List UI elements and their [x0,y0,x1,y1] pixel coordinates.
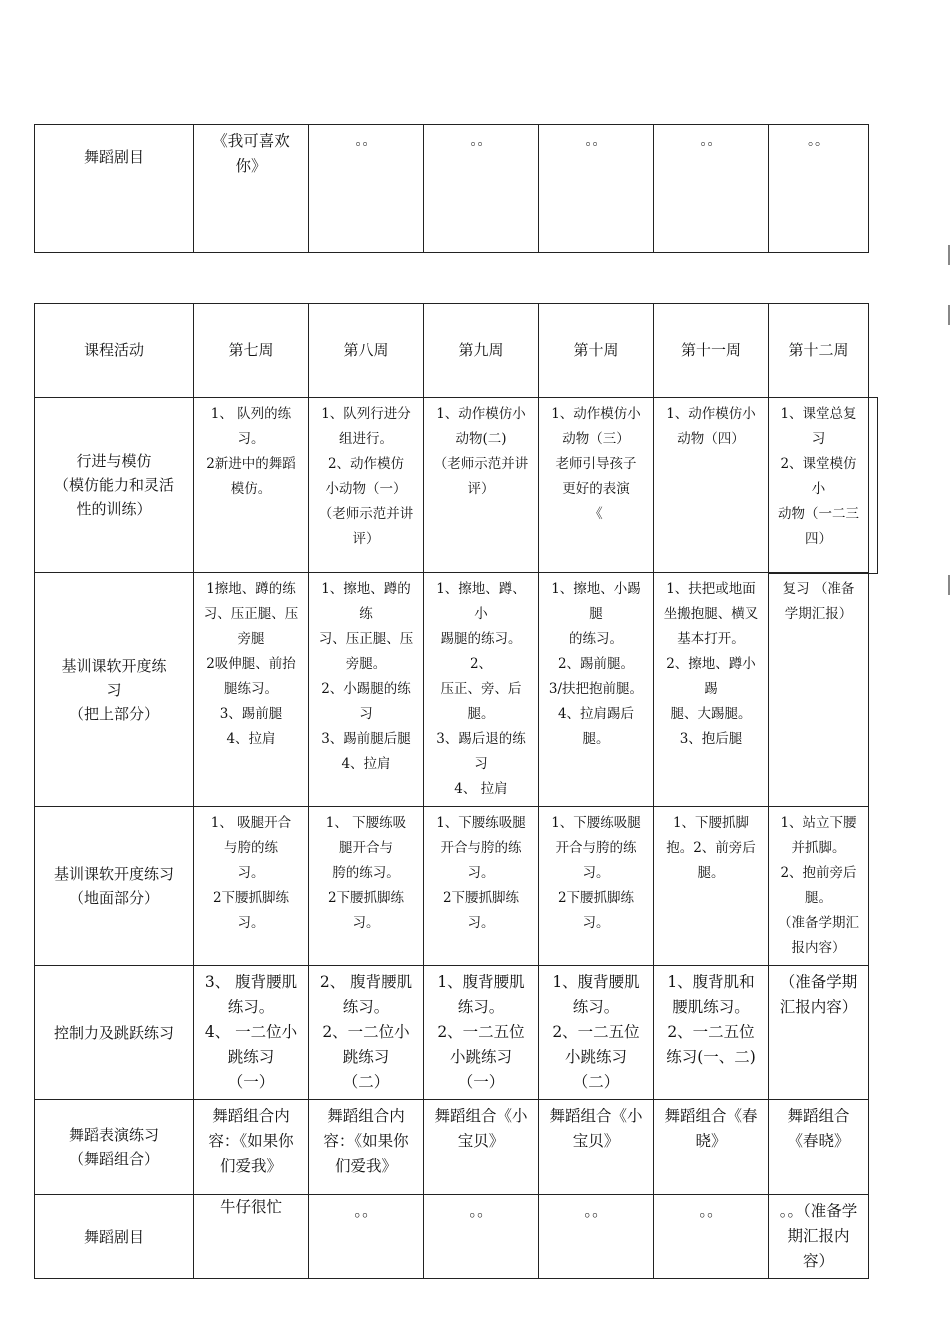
cell-line: （准备学期 [779,973,858,991]
table-cell [769,966,869,1100]
table-cell [309,573,424,807]
week-header: 第十二周 [769,304,869,398]
cell-line: 1、队列行进分 [321,406,411,422]
table-cell [654,1100,769,1195]
cell-line: 抱。2、前旁后 [666,840,756,856]
cell-line: 评） [467,481,495,497]
table-cell [654,966,769,1100]
cell-line: 1、站立下腰 [780,815,857,831]
week-header: 第八周 [309,304,424,398]
cell-line: 小跳练习 [449,1048,512,1066]
cell-line: 1、腹背腰肌 [552,973,640,991]
cell-line: （二） [572,1073,620,1091]
cell-line: 跳练习 [227,1048,275,1066]
cell-line: 3/扶把抱前腿。 [548,681,644,697]
table-cell [309,1195,424,1279]
table-cell [309,1100,424,1195]
table-row [35,573,869,807]
table-cell [539,966,654,1100]
cell-line: 们爱我》 [219,1157,282,1175]
cell-line: 1、动作模仿小 [436,406,526,422]
cell-line: 并抓脚。 [791,840,846,856]
cell-line: 2下腰抓脚练 [327,890,405,906]
cell-line: 基本打开。 [677,631,745,647]
table-row [35,398,869,573]
cell-line: 宝贝》 [457,1132,505,1150]
cell-line: 1、 下腰练吸 [325,815,407,831]
cell-line: 3、踢前腿后腿 [321,731,411,747]
cell-line: 习、压正腿、压 [203,606,299,622]
table-cell [769,807,869,966]
table-cell [769,1195,869,1279]
cell-line: 习。 [467,865,495,881]
table-cell [424,573,539,807]
cell-line: 2、 腹背腰肌 [319,973,413,991]
cell-line: 2、课堂模仿小 [780,456,857,497]
cell-line: 动物（三） [562,431,630,447]
cell-line: （老师示范并讲 [318,506,414,522]
course-schedule-table [34,303,869,1279]
cell-line: 1、擦地、小踢腿 [551,581,641,622]
row-label-line: （模仿能力和灵活 [53,476,174,494]
cell-line: 。。 [699,1202,723,1220]
cell-line: 组进行。 [339,431,393,447]
cell-line: 胯的练习。 [332,865,400,881]
cell-line: 2、擦地、蹲小踢 [666,656,756,697]
row-label-line: （把上部分） [68,704,159,723]
row-label-line: 习 [106,680,122,699]
cell-line: 2、小踢腿的练 [321,681,411,697]
cell-line: 与胯的练 [224,840,278,856]
header-row [35,304,869,398]
cell-line: 们爱我》 [334,1157,397,1175]
cell-line: 模仿。 [230,481,272,497]
cell-line: 跳练习 [342,1048,390,1066]
row-label-line: 舞蹈表演练习 [68,1126,159,1144]
table-cell [194,1100,309,1195]
cell-line: 练习。 [227,998,275,1016]
cell-line: 1、擦地、蹲的练 [321,581,411,622]
table-cell [424,807,539,966]
week-header: 第十周 [539,304,654,398]
cell-week6: 《我可喜欢你》 [194,125,309,253]
table-cell [424,966,539,1100]
cell-line: 3、踢前腿 [219,706,283,722]
cell-line: 容：《如果你 [323,1132,409,1150]
cell-line: 习。 [237,915,265,931]
cell-line: 更好的表演 [562,481,630,497]
header-label: 课程活动 [35,304,194,398]
table-cell [654,1195,769,1279]
table-cell [539,807,654,966]
table-cell [769,573,869,807]
cell-line: 腿。 [697,865,725,881]
cell-line: 容） [802,1252,834,1270]
cell-line: 练习(一、二) [666,1048,756,1066]
cell-line: 的练习。 [569,631,623,647]
cell-line: 腿开合与 [339,840,393,856]
cell-line: 舞蹈组合内 [212,1107,290,1125]
cell-line: 2、踢前腿。 [557,656,635,672]
table-cell [194,398,309,573]
row-label-line: 控制力及跳跃练习 [53,1023,174,1042]
row-label-line: 基训课软开度练习 [53,865,174,883]
cell-line: 小动物（一） [325,481,407,497]
cell: 。。 [309,125,424,253]
table-cell [194,1195,309,1279]
cell-line: 3、抱后腿 [679,731,743,747]
cell-line: （准备学期汇 [778,915,859,931]
cell-line: 习。 [467,915,495,931]
table-cell [194,807,309,966]
cell-line: 评） [352,531,380,547]
table-cell [539,1100,654,1195]
table-row [35,1195,869,1279]
cell-line: 踢腿的练习。2、 [440,631,522,672]
cell-line: 腿练习。 [224,681,278,697]
repertoire-table-top [34,124,869,253]
cell-line: 1、动作模仿小 [666,406,756,422]
cell-line: 牛仔很忙 [219,1198,282,1216]
cell-line: 1、 队列的练 [210,406,292,422]
cell-line: 《春晓》 [787,1132,850,1150]
cell-line: 2新进中的舞蹈 [206,456,296,472]
table-cell [539,573,654,807]
table-cell [654,573,769,807]
cell-line: 习。 [352,915,380,931]
cell-line: 2下腰抓脚练 [212,890,290,906]
table-cell [424,1195,539,1279]
cell-line: 4、拉肩 [341,756,391,772]
cell-line: 1、腹背腰肌 [437,973,525,991]
cell-line: 1、课堂总复习 [780,406,857,447]
table-cell [424,398,539,573]
cell-line: 练习。 [342,998,390,1016]
cell-line: 1、擦地、蹲、小 [436,581,526,622]
row-label [35,807,194,966]
cell-line: （二） [342,1073,390,1091]
table-cell [309,966,424,1100]
table-cell [769,1100,869,1195]
table-row [35,1100,869,1195]
table-row [35,966,869,1100]
cell-line: 《 [589,506,603,522]
cell-line: 练习。 [457,998,505,1016]
cell-line: 开合与胯的练 [555,840,637,856]
cell-line: 容：《如果你 [208,1132,294,1150]
cell: 。。 [654,125,769,253]
cell-line: 1擦地、蹲的练 [206,581,296,597]
cell-line: 1、扶把或地面 [666,581,756,597]
cell-line: 2、抱前旁后 [780,865,857,881]
row-label-line: 基训课软开度练 [61,656,167,675]
cell-line: 舞蹈组合《小 [549,1107,643,1125]
cell-line: 习。 [582,865,610,881]
row-label-line: （地面部分） [68,889,159,907]
cell-line: （一） [227,1073,275,1091]
cell-line: 2下腰抓脚练 [557,890,635,906]
cell-line: 腰肌练习。 [672,998,750,1016]
cell-line: 舞蹈组合 [787,1107,850,1125]
cell-line: 1、下腰抓脚 [672,815,750,831]
table-cell [539,1195,654,1279]
cell-line: 习 [474,756,488,772]
cell-line: 3、 腹背腰肌 [204,973,298,991]
cell-line: 4、拉肩踢后腿。 [557,706,635,747]
row-label [35,1195,194,1279]
table-row [35,807,869,966]
cell-line: 期汇报内 [787,1227,850,1245]
row-label [35,966,194,1100]
cell-line: 2、一二五位 [437,1023,525,1041]
week-header: 第九周 [424,304,539,398]
cell-line: 1、下腰练吸腿 [436,815,526,831]
table-cell [194,966,309,1100]
cell-line: 2、一二位小 [322,1023,410,1041]
cell-line: 压正、旁、后腿。 [440,681,522,722]
row-label-line: 性的训练） [76,500,152,518]
cell-line: 2吸伸腿、前抬 [206,656,296,672]
cell-line: 2、动作模仿 [327,456,405,472]
table-cell [309,807,424,966]
table-cell [194,573,309,807]
cell-line: 舞蹈组合内 [327,1107,405,1125]
cell-line: 开合与胯的练 [440,840,522,856]
cell-line: 习。 [237,865,265,881]
cell-line: 老师引导孩子 [555,456,637,472]
cell-line: 。。（准备学 [779,1202,858,1220]
cell-line: 小跳练习 [564,1048,627,1066]
row-label-line: 行进与模仿 [76,452,152,470]
cell-line: 动物(二) [455,431,507,447]
cell-line: 。。 [469,1202,493,1220]
row-label-line: （舞蹈组合） [68,1150,159,1168]
cell-line: 2、一二五位 [552,1023,640,1041]
cell-line: 四） [805,531,832,547]
cell-line: 4、拉肩 [226,731,276,747]
row-label-line: 舞蹈剧目 [83,1227,144,1246]
cell-line: 腿。 [805,890,832,906]
table-cell [654,398,769,573]
cell: 。。 [769,125,869,253]
cell-line: （一） [457,1073,505,1091]
cell-line: 1、下腰练吸腿 [551,815,641,831]
cell-line: 复习 （准备 [782,581,855,597]
cell-line: 3、踢后退的练 [436,731,526,747]
cell-line: 2、一二五位 [667,1023,755,1041]
table-cell [424,1100,539,1195]
row-label [35,573,194,807]
cell-line: 1、动作模仿小 [551,406,641,422]
cell-line: 练习。 [572,998,620,1016]
cell-line: （老师示范并讲 [433,456,529,472]
cell-line: 习。 [237,431,265,447]
cell-line: 1、 吸腿开合 [210,815,292,831]
cell-line: 旁腿。 [345,656,387,672]
cell-line: 动物（一二三 [778,506,859,522]
row-label-repertoire: 舞蹈剧目 [35,125,194,253]
cell-line: 习、压正腿、压 [318,631,414,647]
table-cell [539,398,654,573]
cell-line: 4、 一二位小 [204,1023,298,1041]
cell-line: 习。 [582,915,610,931]
cell-line: 1、腹背肌和 [667,973,755,991]
table-cell [654,807,769,966]
cell-line: 习 [359,706,373,722]
cell-line: 舞蹈组合《小 [434,1107,528,1125]
cell-line: 坐搬抱腿、横叉 [663,606,759,622]
cell-line: 动物（四） [677,431,745,447]
week-header: 第十一周 [654,304,769,398]
row-label [35,398,194,573]
week-header: 第七周 [194,304,309,398]
cell-line: 。。 [354,1202,378,1220]
row-label [35,1100,194,1195]
cell-line: 旁腿 [237,631,265,647]
table-cell [309,398,424,573]
cell-line: 宝贝》 [572,1132,620,1150]
cell-line: 4、 拉肩 [454,781,508,797]
overlay-frame [768,397,878,574]
cell-line: 。。 [584,1202,608,1220]
cell-line: 学期汇报） [784,606,853,622]
cell-line: 舞蹈组合《春 [664,1107,758,1125]
cell-line: 腿、大踢腿。 [670,706,752,722]
cell-line: 报内容） [791,940,846,956]
cell: 。。 [424,125,539,253]
cell-line: 晓》 [695,1132,727,1150]
cell-line: 汇报内容） [779,998,858,1016]
cell: 。。 [539,125,654,253]
cell-line: 2下腰抓脚练 [442,890,520,906]
